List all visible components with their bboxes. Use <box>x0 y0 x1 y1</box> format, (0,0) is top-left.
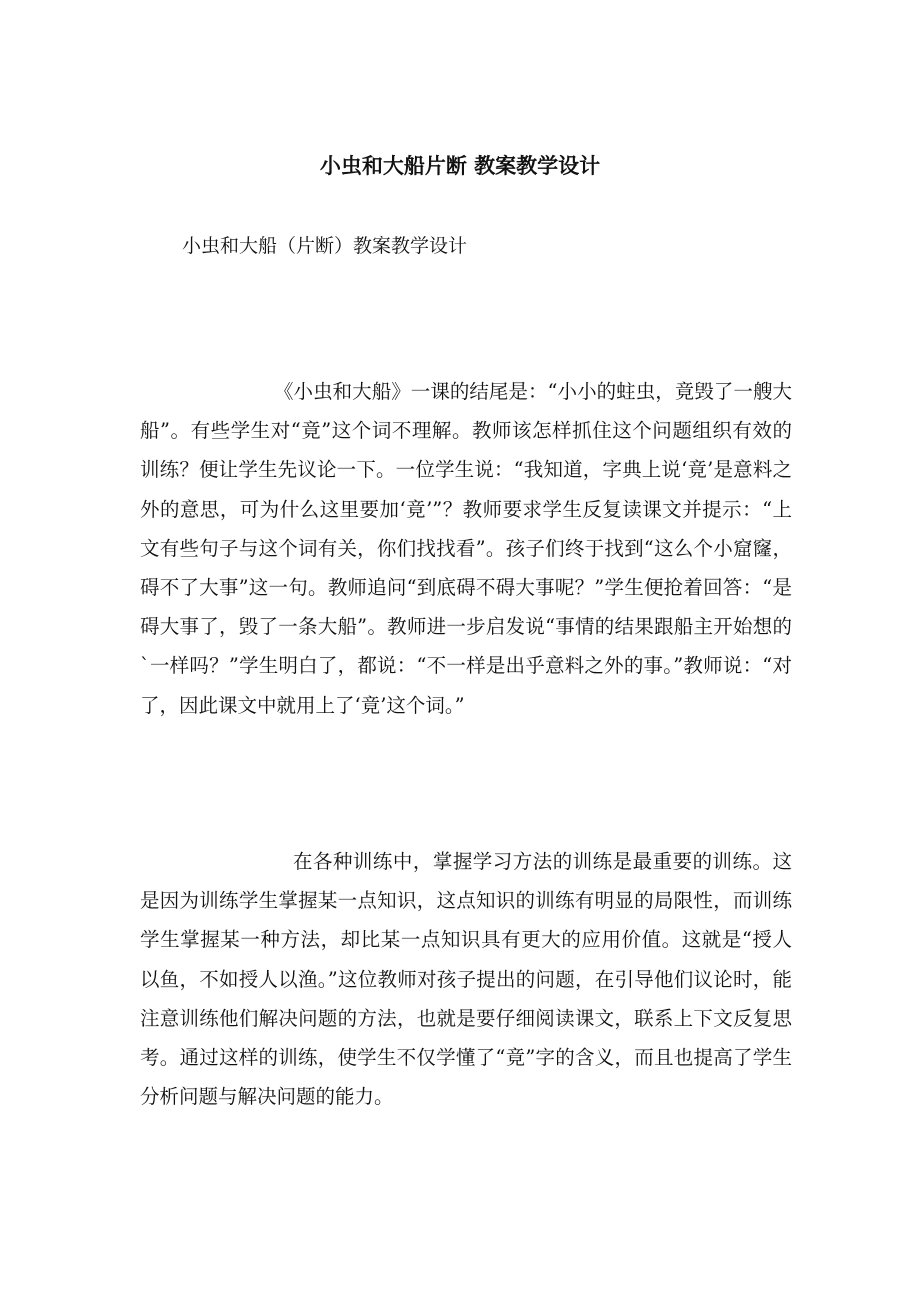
body-paragraph-2: 在各种训练中，掌握学习方法的训练是最重要的训练。这是因为训练学生掌握某一点知识，这点知识的训练有明显的局限性，而训练学生掌握某一种方法，却比某一点知识具有更大的应用价值。这就是“授人以鱼，不如授人以渔。”这位教师对孩子提出的问题，在引导他们议论时，能注意训练他们解决问题的方法，也就是要仔细阅读课文，联系上下文反复思考。通过这样的训练，使学生不仅学懂了“竟”字的含义，而且也提高了学生分析问题与解决问题的能力。 <box>140 850 792 1109</box>
document-subtitle: 小虫和大船（片断）教案教学设计 <box>182 235 468 257</box>
body-paragraph-1: 《小虫和大船》一课的结尾是：“小小的蛀虫，竟毁了一艘大船”。有些学生对“竟”这个词不理解。教师该怎样抓住这个问题组织有效的训练？便让学生先议论一下。一位学生说：“我知道，字典上说‘竟’是意料之外的意思，可为什么这里要加‘竟’”？教师要求学生反复读课文并提示：“上文有些句子与这个词有关，你们找找看”。孩子们终于找到“这么个小窟窿，碍不了大事”这一句。教师追问“到底碍不碍大事呢？”学生便抢着回答：“是碍大事了，毁了一条大船”。教师进一步启发说“事情的结果跟船主开始想的`一样吗？”学生明白了，都说：“不一样是出乎意料之外的事。”教师说：“对了，因此课文中就用上了‘竟’这个词。” <box>140 380 792 717</box>
document-title: 小虫和大船片断 教案教学设计 <box>319 154 601 178</box>
